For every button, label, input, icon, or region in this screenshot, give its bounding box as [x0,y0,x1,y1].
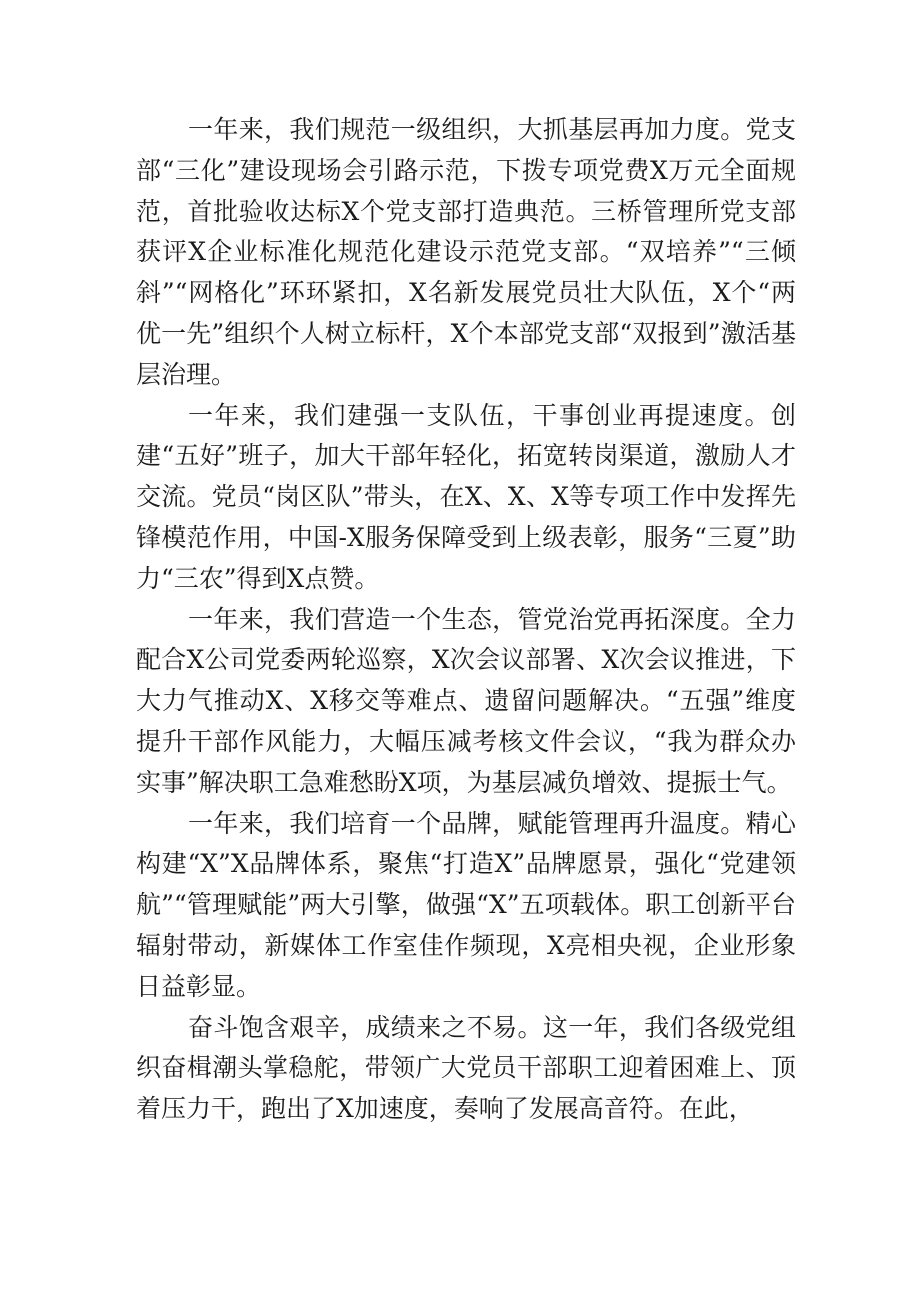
paragraph-team: 一年来，我们建强一支队伍，干事创业再提速度。创建“五好”班子，加大干部年轻化，拓宽转岗渠道，激励人才交流。党员“岗区队”带头，在X、X、X等专项工作中发挥先锋模范作用，中国-X服务保障受到上级表彰，服务“三夏”助力“三农”得到X点赞。 [136,400,796,593]
document-body [136,110,796,1130]
paragraph-brand: 一年来，我们培育一个品牌，赋能管理再升温度。精心构建“X”X品牌体系，聚焦“打造X”品牌愿景，强化“党建领航”“管理赋能”两大引擎，做强“X”五项载体。职工创新平台辐射带动，新媒体工作室佳作频现，X亮相央视，企业形象日益彰显。 [136,808,796,1001]
paragraph-summary: 奋斗饱含艰辛，成绩来之不易。这一年，我们各级党组织奋楫潮头掌稳舵，带领广大党员干部职工迎着困难上、顶着压力干，跑出了X加速度，奏响了发展高音符。在此， [136,1012,796,1124]
paragraph-ecology: 一年来，我们营造一个生态，管党治党再拓深度。全力配合X公司党委两轮巡察，X次会议部署、X次会议推进，下大力气推动X、X移交等难点、遗留问题解决。“五强”维度提升干部作风能力，大幅压减考核文件会议，“我为群众办实事”解决职工急难愁盼X项，为基层减负增效、提振士气。 [136,604,796,797]
paragraph-organization: 一年来，我们规范一级组织，大抓基层再加力度。党支部“三化”建设现场会引路示范，下拨专项党费X万元全面规范，首批验收达标X个党支部打造典范。三桥管理所党支部获评X企业标准化规范化建设示范党支部。“双培养”“三倾斜”“网格化”环环紧扣，X名新发展党员壮大队伍，X个“两优一先”组织个人树立标杆，X个本部党支部“双报到”激活基层治理。 [136,115,796,389]
